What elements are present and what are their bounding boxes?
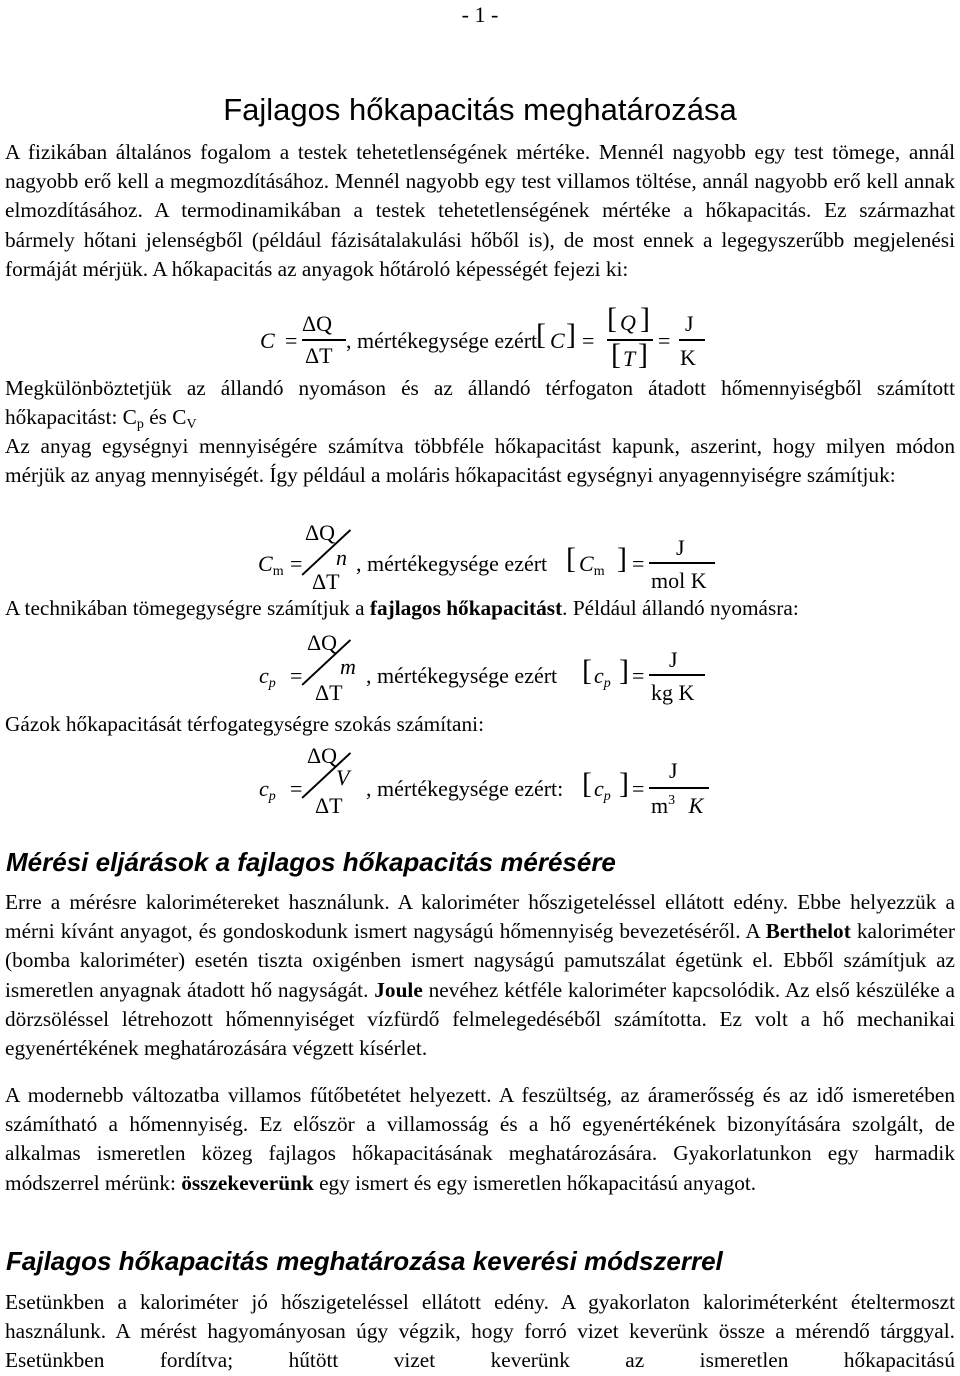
unit-c-symbol: C (550, 328, 565, 353)
bracket-open: [ (582, 767, 592, 800)
bracket-close: ] (566, 318, 576, 351)
formula-delta-q: ΔQ (307, 630, 338, 655)
formula-equals: = (290, 663, 303, 688)
calorimeter-paragraph: Erre a mérésre kalorimétereket használunk. A kaloriméter hőszigeteléssel ellátott edény. Ebbe helyezzük a mérni kívánt anyagot, és gondoskodunk ismert nagyságú hőmennyiség bevezetéséről. A Berthelot kaloriméter (bomba kaloriméter) esetén tiszta oxigénben ismert nagyságú pamutszálat égetünk el. Ebből számítjuk az ismeretlen anyagnak átadott hő nagyságát. Joule nevéhez kétféle kaloriméter kapcsolódik. Az első készüléke a dörzsöléssel létrehozott hőmennyiséget vízfürdő felmelegedéséből számította. Ez volt a hő mechanikai egyenértékének meghatározására végzett kísérlet. (5, 890, 956, 1061)
page-title: Fajlagos hőkapacitás meghatározása (223, 92, 737, 127)
unit-equals: = (582, 328, 595, 353)
formula-m: m (340, 654, 356, 679)
formula-equals: = (290, 551, 303, 576)
unit-equals: = (632, 776, 645, 801)
formula-unit-text: , mértékegysége ezért (366, 663, 558, 688)
mixing-paragraph: Esetünkben a kaloriméter jó hőszigeteléssel ellátott edény. A gyakorlaton kaloriméterként ételtermoszt használunk. A mérést hagyományosan úgy végzik, hogy forró vizet keverünk össze a mérendő tárggyal. Esetünkben fordítva; hűtött vizet keverünk az ismeretlen hőkapacitású (5, 1290, 955, 1373)
formula-delta-q: ΔQ (307, 743, 338, 768)
fraction-bar (302, 339, 346, 341)
formula-delta-t: ΔT (315, 680, 343, 705)
formula-delta-t: ΔT (315, 793, 343, 818)
formula-v: V (336, 765, 350, 790)
unit-kelvin: K (680, 345, 696, 370)
formula-c-symbol: C (260, 328, 275, 353)
fraction-bar (649, 674, 705, 676)
bracket-open: [ (566, 542, 576, 575)
specific-heat-paragraph: A technikában tömegegységre számítjuk a fajlagos hőkapacitást. Például állandó nyomásra: (5, 596, 799, 620)
unit-t-symbol: T (623, 346, 636, 371)
modern-method-paragraph: A modernebb változatba villamos fűtőbetétet helyezett. A feszültség, az áramerősség és az idő ismeretében számítható a hőmennyiség. Ez először a villamosság és a hő egyenértékének bizonyítására szolgált, de alkalmas ismeretlen közeg fajlagos hőkapacitásának meghatározására. Gyakorlatunkon egy harmadik módszerrel mérünk: összekeverünk egy ismert és egy ismeretlen hőkapacitású anyagot. (5, 1083, 955, 1195)
unit-c-symbol: $C_m$ (579, 551, 605, 579)
bracket-close: ] (619, 654, 629, 687)
unit-denominator: kg K (651, 680, 695, 705)
formula-unit-text: , mértékegysége ezért (356, 551, 548, 576)
cp-cv-paragraph: Megkülönböztetjük az állandó nyomáson és az állandó térfogaton átadott hőmennyiségből számított hőkapacitást: $C_p$ és $C_V$ (5, 376, 955, 433)
formula-c-symbol: $c_p$ (259, 776, 276, 804)
fraction-bar (649, 562, 715, 564)
unit-c-symbol: $c_p$ (594, 776, 611, 804)
unit-equals: = (658, 328, 671, 353)
bracket-open: [ (611, 338, 621, 371)
formula-delta-t: ΔT (312, 569, 340, 594)
bracket-close: ] (617, 542, 627, 575)
formula-n: n (336, 545, 347, 570)
unit-denominator: mol K (651, 568, 707, 593)
section-heading-mixing: Fajlagos hőkapacitás meghatározása keverési módszerrel (6, 1246, 723, 1276)
unit-joule: J (669, 758, 678, 783)
formula-unit-text: , mértékegysége ezért: (366, 776, 564, 801)
formula-delta-t: ΔT (305, 343, 333, 368)
bracket-close: ] (640, 302, 650, 335)
unit-joule: J (676, 535, 685, 560)
formula-equals: = (290, 776, 303, 801)
unit-joule: J (669, 647, 678, 672)
formula-equals: = (285, 328, 298, 353)
bracket-open: [ (582, 654, 592, 687)
gas-paragraph: Gázok hőkapacitását térfogategységre szokás számítani: (5, 712, 484, 736)
section-heading-methods: Mérési eljárások a fajlagos hőkapacitás mérésére (6, 847, 616, 877)
molar-paragraph: Az anyag egységnyi mennyiségére számítva többféle hőkapacitást kapunk, aszerint, hogy milyen módon mérjük az anyag mennyiségét. Így például a moláris hőkapacitást egységnyi anyagennyiségre számítjuk: (5, 434, 955, 488)
formula-c-symbol: $c_p$ (259, 663, 276, 691)
unit-joule: J (685, 311, 694, 336)
unit-equals: = (632, 663, 645, 688)
unit-equals: = (632, 551, 645, 576)
formula-delta-q: ΔQ (302, 311, 333, 336)
unit-q-symbol: Q (620, 310, 636, 335)
bracket-open: [ (607, 302, 617, 335)
bracket-close: ] (638, 338, 648, 371)
page-number: - 1 - (461, 2, 499, 27)
unit-denominator: $m^3$ K (651, 793, 704, 818)
fraction-bar (679, 339, 705, 341)
fraction-bar (649, 787, 709, 789)
formula-delta-q: ΔQ (305, 520, 336, 545)
formula-unit-text: , mértékegysége ezért (346, 328, 538, 353)
bracket-close: ] (619, 767, 629, 800)
unit-c-symbol: $c_p$ (594, 663, 611, 691)
formula-c-symbol: $C_m$ (258, 551, 284, 579)
intro-paragraph: A fizikában általános fogalom a testek tehetetlenségének mértéke. Mennél nagyobb egy test tömege, annál nagyobb erő kell a megmozdításához. Mennél nagyobb egy test villamos töltése, annál nagyobb erő kell annak elmozdításához. A termodinamikában a testek tehetetlenségének mértéke a hőkapacitás. Ez származhat bármely hőtani jelenségből (például fázisátalakulási hőből is), de most ennek a legegyszerűbb megjelenési formáját mérjük. A hőkapacitás az anyagok hőtároló képességét fejezi ki: (5, 140, 955, 281)
bracket-open: [ (536, 318, 546, 351)
